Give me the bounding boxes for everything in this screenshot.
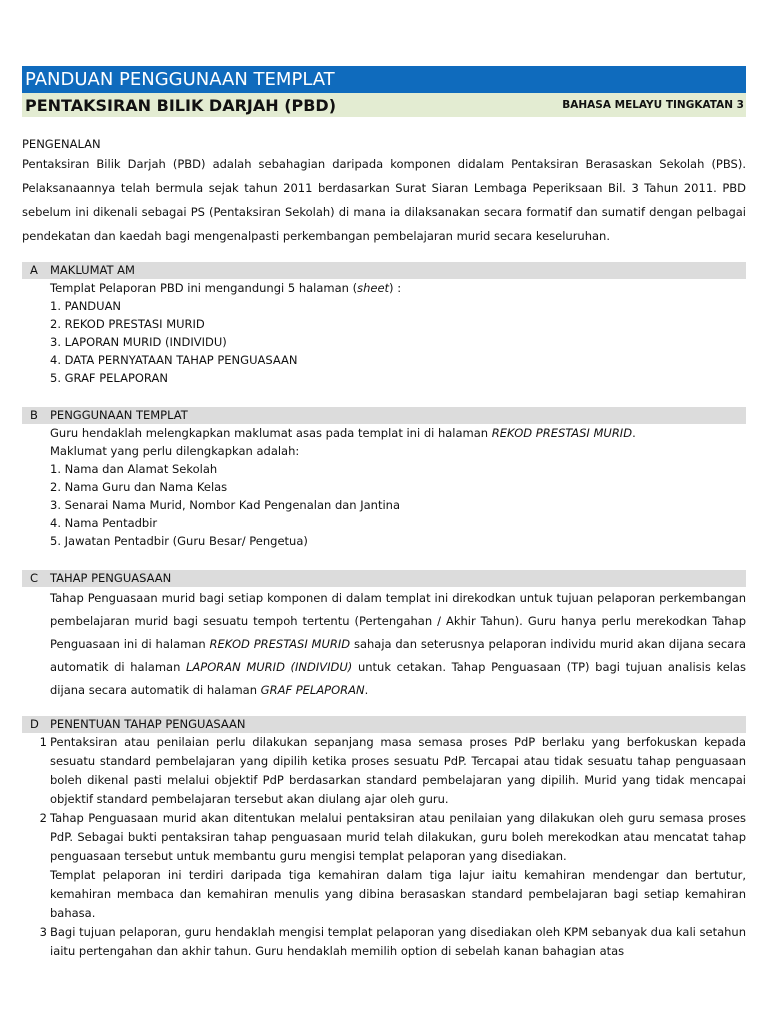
section-a-body bbox=[22, 279, 746, 387]
section-b-lead-italic: REKOD PRESTASI MURID bbox=[491, 426, 633, 440]
list-item: 3. Senarai Nama Murid, Nombor Kad Pengenalan dan Jantina bbox=[50, 498, 401, 512]
item-number: 2 bbox=[39, 811, 47, 825]
section-c-paragraph bbox=[22, 587, 746, 702]
section-c-text-3: untuk cetakan. Tahap Penguasaan (TP) bagi tujuan analisis kelas dijana secara automatik di halaman bbox=[50, 660, 747, 697]
sub-paragraph: Templat pelaporan ini terdiri daripada tiga kemahiran dalam tiga lajur iaitu kemahiran mendengar dan bertutur, kemahiran membaca dan kemahiran menulis yang dibina berasaskan standard pembelajaran bagi setiap kemahiran bahasa. bbox=[50, 868, 746, 920]
section-a-lead bbox=[50, 279, 746, 297]
item-text: Bagi tujuan pelaporan, guru hendaklah mengisi templat pelaporan yang disediakan oleh KPM sebanyak dua kali setahun iaitu pertengahan dan akhir tahun. Guru hendaklah memilih option di sebelah kanan bahagian atas bbox=[50, 925, 747, 958]
section-b-letter: B bbox=[30, 408, 38, 422]
section-b-body bbox=[22, 424, 746, 550]
section-a-lead-end: ) : bbox=[389, 281, 402, 295]
intro-heading: PENGENALAN bbox=[22, 137, 101, 151]
numbered-item bbox=[22, 923, 746, 961]
item-number: 3 bbox=[39, 925, 47, 939]
section-c-italic-1: REKOD PRESTASI MURID bbox=[209, 637, 351, 651]
subtitle-bar bbox=[22, 93, 746, 117]
section-a-title: MAKLUMAT AM bbox=[50, 263, 135, 277]
list-item: 1. Nama dan Alamat Sekolah bbox=[50, 462, 218, 476]
section-b-lead-text: Guru hendaklah melengkapkan maklumat asas pada templat ini di halaman bbox=[50, 426, 492, 440]
section-a-lead-text: Templat Pelaporan PBD ini mengandungi 5 halaman ( bbox=[50, 281, 358, 295]
document-page bbox=[22, 66, 746, 961]
section-a-letter: A bbox=[30, 263, 38, 277]
section-b-lead bbox=[50, 424, 746, 442]
list-item: 2. Nama Guru dan Nama Kelas bbox=[50, 480, 228, 494]
section-c-text-2: sahaja dan seterusnya pelaporan individu murid akan dijana secara automatik di halaman bbox=[50, 637, 746, 674]
numbered-item bbox=[22, 809, 746, 866]
section-b-lead2: Maklumat yang perlu dilengkapkan adalah: bbox=[50, 444, 300, 458]
section-c-text-1: Tahap Penguasaan murid bagi setiap komponen di dalam templat ini direkodkan untuk tujuan pelaporan perkembangan pembelajaran murid bagi sesuatu tempoh tertentu (Pertengahan / Akhir Tahun). Guru hanya perlu merekodkan Tahap Penguasaan ini di halaman bbox=[50, 591, 746, 651]
section-b-header bbox=[22, 407, 746, 424]
document-subtitle: PENTAKSIRAN BILIK DARJAH (PBD) bbox=[25, 95, 337, 115]
list-item: 4. Nama Pentadbir bbox=[50, 516, 158, 530]
document-title: PANDUAN PENGGUNAAN TEMPLAT bbox=[22, 66, 746, 93]
intro-paragraph: Pentaksiran Bilik Darjah (PBD) adalah sebahagian daripada komponen didalam Pentaksiran Berasaskan Sekolah (PBS). Pelaksanaannya telah bermula sejak tahun 2011 berdasarkan Surat Siaran Lembaga Peperiksaan Bil. 3 Tahun 2011. PBD sebelum ini dikenali sebagai PS (Pentaksiran Sekolah) di mana ia dilaksanakan secara formatif dan sumatif dengan pelbagai pendekatan dan kaedah bagi mengenalpasti perkembangan pembelajaran murid secara keseluruhan. bbox=[22, 157, 746, 243]
section-c-italic-2: LAPORAN MURID (INDIVIDU) bbox=[186, 660, 353, 674]
list-item: 1. PANDUAN bbox=[50, 299, 122, 313]
subject-label: BAHASA MELAYU TINGKATAN 3 bbox=[562, 99, 744, 111]
section-c-title: TAHAP PENGUASAAN bbox=[50, 571, 172, 585]
list-item: 4. DATA PERNYATAAN TAHAP PENGUASAAN bbox=[50, 353, 298, 367]
list-item: 5. GRAF PELAPORAN bbox=[50, 371, 168, 385]
item-number: 1 bbox=[39, 735, 47, 749]
list-item: 3. LAPORAN MURID (INDIVIDU) bbox=[50, 335, 227, 349]
list-item: 5. Jawatan Pentadbir (Guru Besar/ Pengetua) bbox=[50, 534, 308, 548]
section-d-header bbox=[22, 716, 746, 733]
section-d-title: PENENTUAN TAHAP PENGUASAAN bbox=[50, 717, 246, 731]
item-text: Pentaksiran atau penilaian perlu dilakukan sepanjang masa semasa proses PdP berlaku yang berfokuskan kepada sesuatu standard pembelajaran yang dipilih ketika proses sesuatu PdP. Tercapai atau tidak sesuatu tahap penguasaan boleh dikenal pasti melalui objektif PdP berdasarkan standard pembelajaran yang dipilih. Murid yang tidak mencapai objektif standard pembelajaran tersebut akan diulang ajar oleh guru. bbox=[50, 735, 746, 806]
section-d-letter: D bbox=[30, 717, 39, 731]
item-text: Tahap Penguasaan murid akan ditentukan melalui pentaksiran atau penilaian yang dilakukan oleh guru semasa proses PdP. Sebagai bukti pentaksiran tahap penguasaan murid telah dilakukan, guru boleh merekodkan atau mencatat tahap penguasaan tersebut untuk membantu guru mengisi templat pelaporan yang disediakan. bbox=[50, 811, 746, 863]
section-a-lead-italic: sheet bbox=[357, 281, 390, 295]
section-b-lead-end: . bbox=[632, 426, 636, 440]
section-c-letter: C bbox=[30, 571, 39, 585]
list-item: 2. REKOD PRESTASI MURID bbox=[50, 317, 205, 331]
section-c-text-4: . bbox=[364, 683, 369, 697]
section-c-italic-3: GRAF PELAPORAN bbox=[260, 683, 365, 697]
section-c-header bbox=[22, 570, 746, 587]
numbered-item bbox=[22, 733, 746, 809]
section-b-title: PENGGUNAAN TEMPLAT bbox=[50, 408, 188, 422]
section-a-header bbox=[22, 262, 746, 279]
